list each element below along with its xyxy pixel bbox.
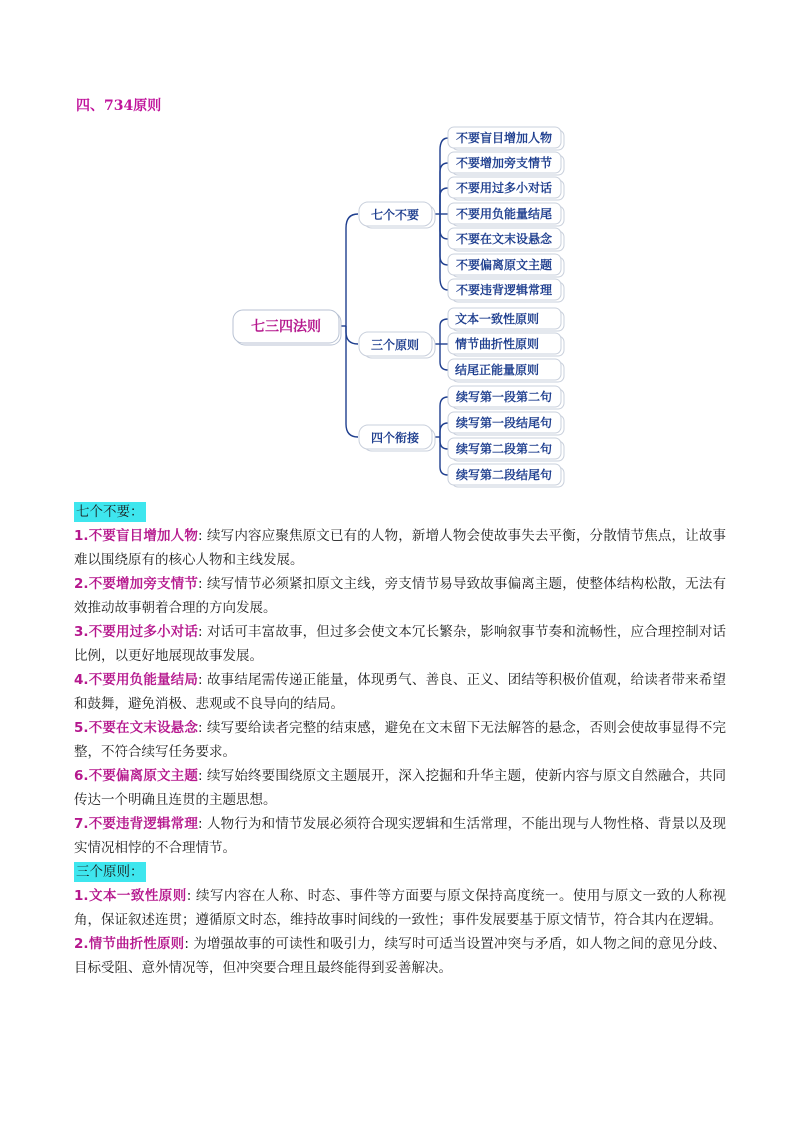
branch-label: 三个原则 — [370, 338, 420, 352]
item-title: 文本一致性原则 — [88, 888, 187, 904]
svg-text:续写第二段结尾句: 续写第二段结尾句 — [455, 468, 553, 482]
svg-text:续写第二段第二句: 续写第二段第二句 — [455, 442, 553, 456]
list-item — [74, 932, 726, 980]
mindmap-leaf — [448, 152, 564, 175]
item-text: : 为增强故事的可读性和吸引力，续写时可适当设置冲突与矛盾，如人物之间的意见分歧、目标受阻、意外情况等，但冲突要合理且最终能得到妥善解决。 — [74, 936, 727, 976]
item-number: 6. — [74, 768, 89, 784]
item-title: 情节曲折性原则 — [88, 936, 185, 952]
item-number: 2. — [74, 576, 89, 592]
branch-label: 七个不要 — [370, 208, 420, 222]
svg-text:不要偏离原文主题: 不要偏离原文主题 — [455, 258, 553, 272]
item-title: 不要偏离原文主题 — [88, 768, 198, 784]
svg-text:续写第一段第二句: 续写第一段第二句 — [455, 390, 553, 404]
item-text: : 续写情节必须紧扣原文主线，旁支情节易导致故事偏离主题，使整体结构松散，无法有效推动故事朝着合理的方向发展。 — [74, 576, 727, 616]
list-item — [74, 524, 726, 572]
mindmap-branch-four-links — [359, 425, 435, 451]
branch-label: 四个衔接 — [370, 431, 420, 445]
item-number: 1. — [74, 528, 89, 544]
mindmap-root-node — [233, 310, 341, 345]
item-text: : 续写内容在人称、时态、事件等方面要与原文保持高度统一。使用与原文一致的人称视角，保证叙述连贯；遵循原文时态，维持故事时间线的一致性；事件发展要基于原文情节，符合其内在逻辑。 — [74, 888, 727, 928]
item-number: 1. — [74, 888, 89, 904]
mindmap-leaf — [448, 279, 564, 302]
section-label-seven-donts: 七个不要： — [76, 504, 144, 520]
svg-text:不要在文末设悬念: 不要在文末设悬念 — [455, 232, 553, 246]
item-text: : 续写始终要围绕原文主题展开，深入挖掘和升华主题，使新内容与原文自然融合，共同传达一个明确且连贯的主题思想。 — [74, 768, 727, 808]
list-item — [74, 812, 726, 860]
section-heading: 四、734原则 — [76, 98, 162, 114]
item-number: 3. — [74, 624, 89, 640]
item-number: 4. — [74, 672, 89, 688]
item-title: 不要盲目增加人物 — [88, 528, 198, 544]
svg-text:情节曲折性原则: 情节曲折性原则 — [454, 337, 540, 351]
item-text: : 对话可丰富故事，但过多会使文本冗长繁杂，影响叙事节奏和流畅性，应合理控制对话比例，以更好地展现故事发展。 — [74, 624, 727, 664]
mindmap-leaf — [448, 412, 564, 435]
svg-text:不要用负能量结尾: 不要用负能量结尾 — [455, 207, 553, 221]
list-item — [74, 620, 726, 668]
mindmap-leaf — [448, 203, 564, 226]
svg-text:续写第一段结尾句: 续写第一段结尾句 — [455, 416, 553, 430]
item-title: 不要在文末设悬念 — [88, 720, 198, 736]
item-number: 5. — [74, 720, 89, 736]
mind-map — [0, 0, 794, 500]
explanation-body — [74, 500, 726, 980]
mindmap-leaf — [448, 386, 564, 409]
svg-text:文本一致性原则: 文本一致性原则 — [454, 312, 540, 326]
item-title: 不要增加旁支情节 — [88, 576, 198, 592]
mindmap-leaf — [448, 228, 564, 251]
list-item — [74, 884, 726, 932]
mindmap-leaf — [448, 308, 564, 331]
item-text: : 人物行为和情节发展必须符合现实逻辑和生活常理，不能出现与人物性格、背景以及现实情况相悖的不合理情节。 — [74, 816, 727, 856]
item-text: : 故事结尾需传递正能量，体现勇气、善良、正义、团结等积极价值观，给读者带来希望和鼓舞，避免消极、悲观或不良导向的结局。 — [74, 672, 727, 712]
mindmap-branch-three-principles — [359, 332, 435, 358]
mindmap-leaf — [448, 333, 564, 356]
item-number: 2. — [74, 936, 89, 952]
mindmap-leaf — [448, 359, 564, 382]
item-title: 不要违背逻辑常理 — [88, 816, 198, 832]
mindmap-leaf — [448, 464, 564, 487]
mindmap-connectors — [338, 138, 448, 475]
mindmap-leaf — [448, 254, 564, 277]
mindmap-leaf — [448, 177, 564, 200]
item-title: 不要用过多小对话 — [88, 624, 198, 640]
svg-text:结尾正能量原则: 结尾正能量原则 — [454, 363, 540, 377]
list-item — [74, 668, 726, 716]
item-title: 不要用负能量结局 — [88, 672, 198, 688]
item-number: 7. — [74, 816, 89, 832]
mindmap-leaf — [448, 438, 564, 461]
svg-text:不要增加旁支情节: 不要增加旁支情节 — [455, 156, 553, 170]
three-principles-list — [74, 884, 726, 980]
section-label-three-principles: 三个原则： — [76, 864, 144, 880]
list-item — [74, 572, 726, 620]
list-item — [74, 764, 726, 812]
mindmap-branch-seven-donts — [359, 202, 435, 228]
svg-text:不要违背逻辑常理: 不要违背逻辑常理 — [455, 283, 553, 297]
item-text: : 续写要给读者完整的结束感，避免在文末留下无法解答的悬念，否则会使故事显得不完整，不符合续写任务要求。 — [74, 720, 727, 760]
svg-text:不要盲目增加人物: 不要盲目增加人物 — [455, 131, 553, 145]
seven-donts-list — [74, 524, 726, 860]
mindmap-leaf — [448, 127, 564, 150]
svg-text:不要用过多小对话: 不要用过多小对话 — [455, 181, 553, 195]
item-text: : 续写内容应聚焦原文已有的人物，新增人物会使故事失去平衡，分散情节焦点，让故事难以围绕原有的核心人物和主线发展。 — [74, 528, 727, 568]
mindmap-root-label: 七三四法则 — [251, 319, 321, 335]
list-item — [74, 716, 726, 764]
